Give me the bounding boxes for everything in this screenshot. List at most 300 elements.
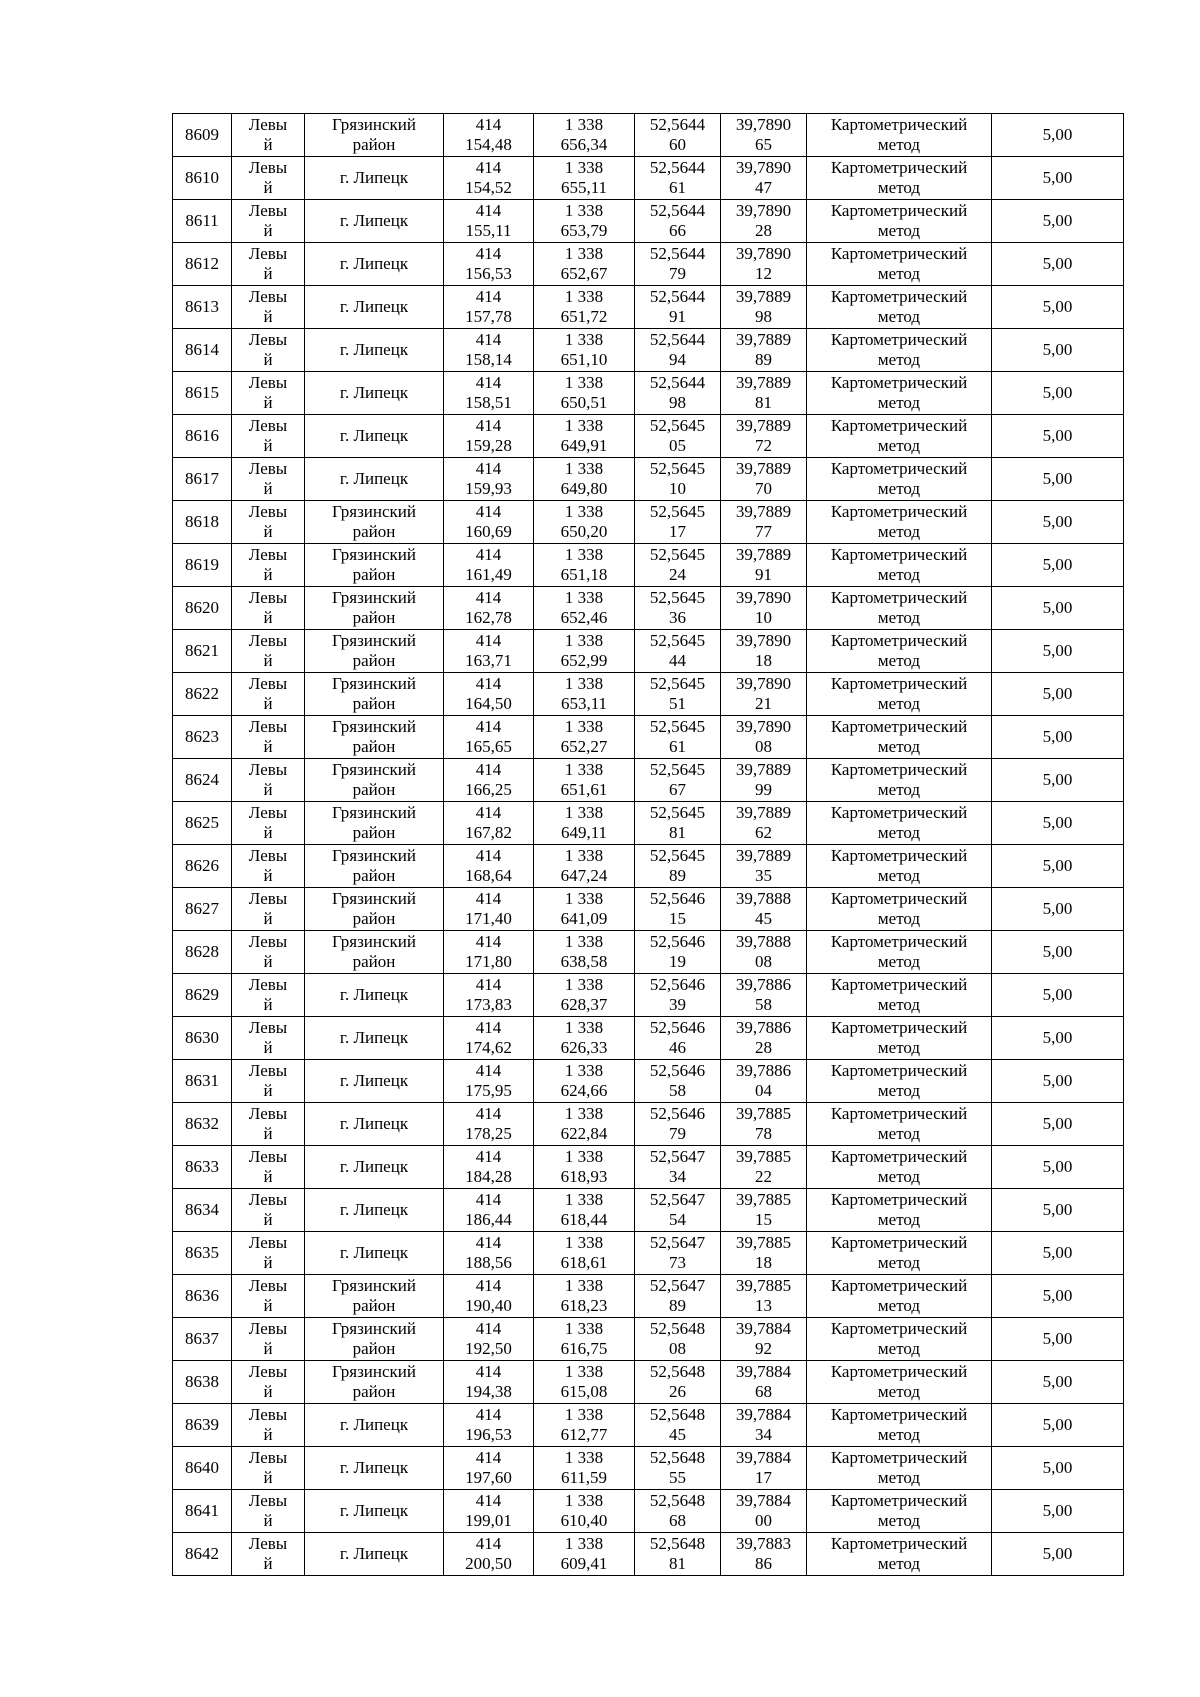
method-cell: Картометрический метод: [807, 1103, 992, 1146]
point-number-cell: 8621: [173, 630, 232, 673]
accuracy-cell: 5,00: [992, 1318, 1124, 1361]
side-cell: Левы й: [232, 630, 305, 673]
table-body: [173, 114, 1124, 1576]
method-cell: Картометрический метод: [807, 1447, 992, 1490]
x-coordinate-cell: 414 163,71: [444, 630, 534, 673]
table-row: [173, 544, 1124, 587]
latitude-cell: 52,5645 51: [635, 673, 721, 716]
x-coordinate-cell: 414 184,28: [444, 1146, 534, 1189]
table-row: [173, 630, 1124, 673]
longitude-cell: 39,7890 28: [721, 200, 807, 243]
territory-cell: Грязинский район: [305, 1318, 444, 1361]
table-row: [173, 1447, 1124, 1490]
latitude-cell: 52,5646 58: [635, 1060, 721, 1103]
longitude-cell: 39,7889 91: [721, 544, 807, 587]
point-number-cell: 8625: [173, 802, 232, 845]
point-number-cell: 8609: [173, 114, 232, 157]
x-coordinate-cell: 414 160,69: [444, 501, 534, 544]
territory-cell: Грязинский район: [305, 630, 444, 673]
longitude-cell: 39,7890 12: [721, 243, 807, 286]
x-coordinate-cell: 414 196,53: [444, 1404, 534, 1447]
x-coordinate-cell: 414 199,01: [444, 1490, 534, 1533]
y-coordinate-cell: 1 338 652,99: [534, 630, 635, 673]
side-cell: Левы й: [232, 544, 305, 587]
x-coordinate-cell: 414 188,56: [444, 1232, 534, 1275]
side-cell: Левы й: [232, 458, 305, 501]
side-cell: Левы й: [232, 1361, 305, 1404]
method-cell: Картометрический метод: [807, 1017, 992, 1060]
point-number-cell: 8611: [173, 200, 232, 243]
territory-cell: Грязинский район: [305, 501, 444, 544]
accuracy-cell: 5,00: [992, 157, 1124, 200]
accuracy-cell: 5,00: [992, 1232, 1124, 1275]
table-row: [173, 802, 1124, 845]
latitude-cell: 52,5646 15: [635, 888, 721, 931]
side-cell: Левы й: [232, 1146, 305, 1189]
longitude-cell: 39,7889 89: [721, 329, 807, 372]
side-cell: Левы й: [232, 1232, 305, 1275]
y-coordinate-cell: 1 338 618,44: [534, 1189, 635, 1232]
y-coordinate-cell: 1 338 612,77: [534, 1404, 635, 1447]
y-coordinate-cell: 1 338 618,61: [534, 1232, 635, 1275]
method-cell: Картометрический метод: [807, 458, 992, 501]
latitude-cell: 52,5648 55: [635, 1447, 721, 1490]
x-coordinate-cell: 414 194,38: [444, 1361, 534, 1404]
table-row: [173, 1490, 1124, 1533]
point-number-cell: 8617: [173, 458, 232, 501]
x-coordinate-cell: 414 162,78: [444, 587, 534, 630]
y-coordinate-cell: 1 338 638,58: [534, 931, 635, 974]
longitude-cell: 39,7888 08: [721, 931, 807, 974]
accuracy-cell: 5,00: [992, 1189, 1124, 1232]
point-number-cell: 8633: [173, 1146, 232, 1189]
table-row: [173, 1017, 1124, 1060]
point-number-cell: 8622: [173, 673, 232, 716]
latitude-cell: 52,5645 05: [635, 415, 721, 458]
y-coordinate-cell: 1 338 652,27: [534, 716, 635, 759]
longitude-cell: 39,7889 70: [721, 458, 807, 501]
x-coordinate-cell: 414 171,40: [444, 888, 534, 931]
accuracy-cell: 5,00: [992, 630, 1124, 673]
side-cell: Левы й: [232, 1533, 305, 1576]
latitude-cell: 52,5648 81: [635, 1533, 721, 1576]
side-cell: Левы й: [232, 845, 305, 888]
point-number-cell: 8619: [173, 544, 232, 587]
accuracy-cell: 5,00: [992, 458, 1124, 501]
y-coordinate-cell: 1 338 651,61: [534, 759, 635, 802]
x-coordinate-cell: 414 159,28: [444, 415, 534, 458]
latitude-cell: 52,5644 61: [635, 157, 721, 200]
territory-cell: г. Липецк: [305, 974, 444, 1017]
latitude-cell: 52,5645 10: [635, 458, 721, 501]
territory-cell: г. Липецк: [305, 415, 444, 458]
table-row: [173, 329, 1124, 372]
latitude-cell: 52,5647 34: [635, 1146, 721, 1189]
longitude-cell: 39,7890 08: [721, 716, 807, 759]
table-row: [173, 286, 1124, 329]
point-number-cell: 8630: [173, 1017, 232, 1060]
territory-cell: Грязинский район: [305, 1361, 444, 1404]
accuracy-cell: 5,00: [992, 888, 1124, 931]
y-coordinate-cell: 1 338 628,37: [534, 974, 635, 1017]
longitude-cell: 39,7889 99: [721, 759, 807, 802]
point-number-cell: 8636: [173, 1275, 232, 1318]
latitude-cell: 52,5645 81: [635, 802, 721, 845]
point-number-cell: 8627: [173, 888, 232, 931]
accuracy-cell: 5,00: [992, 802, 1124, 845]
x-coordinate-cell: 414 166,25: [444, 759, 534, 802]
side-cell: Левы й: [232, 1447, 305, 1490]
side-cell: Левы й: [232, 1318, 305, 1361]
territory-cell: г. Липецк: [305, 1404, 444, 1447]
territory-cell: г. Липецк: [305, 329, 444, 372]
longitude-cell: 39,7886 28: [721, 1017, 807, 1060]
table-row: [173, 1361, 1124, 1404]
side-cell: Левы й: [232, 802, 305, 845]
accuracy-cell: 5,00: [992, 286, 1124, 329]
territory-cell: г. Липецк: [305, 1060, 444, 1103]
x-coordinate-cell: 414 200,50: [444, 1533, 534, 1576]
territory-cell: г. Липецк: [305, 157, 444, 200]
x-coordinate-cell: 414 175,95: [444, 1060, 534, 1103]
point-number-cell: 8629: [173, 974, 232, 1017]
table-row: [173, 1189, 1124, 1232]
x-coordinate-cell: 414 178,25: [444, 1103, 534, 1146]
accuracy-cell: 5,00: [992, 1490, 1124, 1533]
y-coordinate-cell: 1 338 652,67: [534, 243, 635, 286]
method-cell: Картометрический метод: [807, 1490, 992, 1533]
territory-cell: Грязинский район: [305, 1275, 444, 1318]
territory-cell: г. Липецк: [305, 1146, 444, 1189]
y-coordinate-cell: 1 338 653,11: [534, 673, 635, 716]
accuracy-cell: 5,00: [992, 1533, 1124, 1576]
method-cell: Картометрический метод: [807, 1146, 992, 1189]
latitude-cell: 52,5646 19: [635, 931, 721, 974]
point-number-cell: 8623: [173, 716, 232, 759]
longitude-cell: 39,7890 65: [721, 114, 807, 157]
method-cell: Картометрический метод: [807, 587, 992, 630]
x-coordinate-cell: 414 154,52: [444, 157, 534, 200]
method-cell: Картометрический метод: [807, 630, 992, 673]
y-coordinate-cell: 1 338 611,59: [534, 1447, 635, 1490]
method-cell: Картометрический метод: [807, 1361, 992, 1404]
accuracy-cell: 5,00: [992, 372, 1124, 415]
side-cell: Левы й: [232, 1490, 305, 1533]
x-coordinate-cell: 414 171,80: [444, 931, 534, 974]
latitude-cell: 52,5646 79: [635, 1103, 721, 1146]
y-coordinate-cell: 1 338 609,41: [534, 1533, 635, 1576]
longitude-cell: 39,7884 68: [721, 1361, 807, 1404]
x-coordinate-cell: 414 158,51: [444, 372, 534, 415]
side-cell: Левы й: [232, 1404, 305, 1447]
x-coordinate-cell: 414 161,49: [444, 544, 534, 587]
x-coordinate-cell: 414 167,82: [444, 802, 534, 845]
accuracy-cell: 5,00: [992, 587, 1124, 630]
accuracy-cell: 5,00: [992, 845, 1124, 888]
method-cell: Картометрический метод: [807, 114, 992, 157]
y-coordinate-cell: 1 338 616,75: [534, 1318, 635, 1361]
table-row: [173, 716, 1124, 759]
territory-cell: г. Липецк: [305, 458, 444, 501]
table-row: [173, 1103, 1124, 1146]
latitude-cell: 52,5647 89: [635, 1275, 721, 1318]
point-number-cell: 8631: [173, 1060, 232, 1103]
method-cell: Картометрический метод: [807, 372, 992, 415]
y-coordinate-cell: 1 338 618,93: [534, 1146, 635, 1189]
territory-cell: г. Липецк: [305, 1447, 444, 1490]
method-cell: Картометрический метод: [807, 415, 992, 458]
y-coordinate-cell: 1 338 610,40: [534, 1490, 635, 1533]
side-cell: Левы й: [232, 1017, 305, 1060]
longitude-cell: 39,7883 86: [721, 1533, 807, 1576]
latitude-cell: 52,5645 67: [635, 759, 721, 802]
latitude-cell: 52,5647 73: [635, 1232, 721, 1275]
y-coordinate-cell: 1 338 624,66: [534, 1060, 635, 1103]
accuracy-cell: 5,00: [992, 415, 1124, 458]
point-number-cell: 8628: [173, 931, 232, 974]
table-row: [173, 673, 1124, 716]
x-coordinate-cell: 414 155,11: [444, 200, 534, 243]
territory-cell: г. Липецк: [305, 200, 444, 243]
y-coordinate-cell: 1 338 650,51: [534, 372, 635, 415]
table-row: [173, 759, 1124, 802]
longitude-cell: 39,7889 72: [721, 415, 807, 458]
longitude-cell: 39,7889 77: [721, 501, 807, 544]
longitude-cell: 39,7889 62: [721, 802, 807, 845]
point-number-cell: 8612: [173, 243, 232, 286]
x-coordinate-cell: 414 164,50: [444, 673, 534, 716]
table-row: [173, 1232, 1124, 1275]
longitude-cell: 39,7890 21: [721, 673, 807, 716]
side-cell: Левы й: [232, 157, 305, 200]
accuracy-cell: 5,00: [992, 759, 1124, 802]
point-number-cell: 8613: [173, 286, 232, 329]
side-cell: Левы й: [232, 1060, 305, 1103]
table-row: [173, 1060, 1124, 1103]
method-cell: Картометрический метод: [807, 802, 992, 845]
point-number-cell: 8641: [173, 1490, 232, 1533]
y-coordinate-cell: 1 338 626,33: [534, 1017, 635, 1060]
x-coordinate-cell: 414 158,14: [444, 329, 534, 372]
table-row: [173, 1533, 1124, 1576]
side-cell: Левы й: [232, 1189, 305, 1232]
x-coordinate-cell: 414 159,93: [444, 458, 534, 501]
longitude-cell: 39,7886 58: [721, 974, 807, 1017]
method-cell: Картометрический метод: [807, 716, 992, 759]
point-number-cell: 8620: [173, 587, 232, 630]
x-coordinate-cell: 414 192,50: [444, 1318, 534, 1361]
longitude-cell: 39,7889 35: [721, 845, 807, 888]
coordinates-table: [172, 113, 1124, 1576]
y-coordinate-cell: 1 338 647,24: [534, 845, 635, 888]
latitude-cell: 52,5645 61: [635, 716, 721, 759]
method-cell: Картометрический метод: [807, 544, 992, 587]
territory-cell: Грязинский район: [305, 802, 444, 845]
side-cell: Левы й: [232, 243, 305, 286]
longitude-cell: 39,7886 04: [721, 1060, 807, 1103]
latitude-cell: 52,5648 45: [635, 1404, 721, 1447]
point-number-cell: 8624: [173, 759, 232, 802]
accuracy-cell: 5,00: [992, 329, 1124, 372]
side-cell: Левы й: [232, 673, 305, 716]
method-cell: Картометрический метод: [807, 243, 992, 286]
side-cell: Левы й: [232, 114, 305, 157]
x-coordinate-cell: 414 174,62: [444, 1017, 534, 1060]
table-row: [173, 1404, 1124, 1447]
longitude-cell: 39,7885 13: [721, 1275, 807, 1318]
longitude-cell: 39,7890 18: [721, 630, 807, 673]
latitude-cell: 52,5646 39: [635, 974, 721, 1017]
point-number-cell: 8610: [173, 157, 232, 200]
longitude-cell: 39,7885 78: [721, 1103, 807, 1146]
latitude-cell: 52,5644 79: [635, 243, 721, 286]
method-cell: Картометрический метод: [807, 673, 992, 716]
accuracy-cell: 5,00: [992, 1404, 1124, 1447]
territory-cell: г. Липецк: [305, 1232, 444, 1275]
table-row: [173, 501, 1124, 544]
longitude-cell: 39,7885 15: [721, 1189, 807, 1232]
accuracy-cell: 5,00: [992, 716, 1124, 759]
territory-cell: Грязинский район: [305, 759, 444, 802]
table-row: [173, 1146, 1124, 1189]
accuracy-cell: 5,00: [992, 544, 1124, 587]
table-row: [173, 114, 1124, 157]
territory-cell: Грязинский район: [305, 673, 444, 716]
territory-cell: Грязинский район: [305, 931, 444, 974]
point-number-cell: 8618: [173, 501, 232, 544]
y-coordinate-cell: 1 338 652,46: [534, 587, 635, 630]
territory-cell: г. Липецк: [305, 243, 444, 286]
table-row: [173, 200, 1124, 243]
accuracy-cell: 5,00: [992, 1275, 1124, 1318]
side-cell: Левы й: [232, 415, 305, 458]
longitude-cell: 39,7885 18: [721, 1232, 807, 1275]
longitude-cell: 39,7890 10: [721, 587, 807, 630]
method-cell: Картометрический метод: [807, 1232, 992, 1275]
accuracy-cell: 5,00: [992, 243, 1124, 286]
side-cell: Левы й: [232, 931, 305, 974]
y-coordinate-cell: 1 338 651,10: [534, 329, 635, 372]
territory-cell: г. Липецк: [305, 1103, 444, 1146]
table-row: [173, 243, 1124, 286]
table-row: [173, 845, 1124, 888]
accuracy-cell: 5,00: [992, 200, 1124, 243]
method-cell: Картометрический метод: [807, 845, 992, 888]
latitude-cell: 52,5644 98: [635, 372, 721, 415]
accuracy-cell: 5,00: [992, 501, 1124, 544]
y-coordinate-cell: 1 338 618,23: [534, 1275, 635, 1318]
y-coordinate-cell: 1 338 653,79: [534, 200, 635, 243]
table-row: [173, 458, 1124, 501]
side-cell: Левы й: [232, 587, 305, 630]
table-row: [173, 931, 1124, 974]
x-coordinate-cell: 414 197,60: [444, 1447, 534, 1490]
territory-cell: г. Липецк: [305, 1533, 444, 1576]
method-cell: Картометрический метод: [807, 200, 992, 243]
territory-cell: г. Липецк: [305, 372, 444, 415]
longitude-cell: 39,7885 22: [721, 1146, 807, 1189]
point-number-cell: 8634: [173, 1189, 232, 1232]
accuracy-cell: 5,00: [992, 974, 1124, 1017]
side-cell: Левы й: [232, 286, 305, 329]
latitude-cell: 52,5647 54: [635, 1189, 721, 1232]
point-number-cell: 8632: [173, 1103, 232, 1146]
table-row: [173, 372, 1124, 415]
side-cell: Левы й: [232, 372, 305, 415]
table-row: [173, 157, 1124, 200]
side-cell: Левы й: [232, 974, 305, 1017]
longitude-cell: 39,7888 45: [721, 888, 807, 931]
territory-cell: г. Липецк: [305, 1189, 444, 1232]
point-number-cell: 8635: [173, 1232, 232, 1275]
side-cell: Левы й: [232, 759, 305, 802]
y-coordinate-cell: 1 338 656,34: [534, 114, 635, 157]
table-row: [173, 974, 1124, 1017]
method-cell: Картометрический метод: [807, 1060, 992, 1103]
side-cell: Левы й: [232, 200, 305, 243]
method-cell: Картометрический метод: [807, 157, 992, 200]
method-cell: Картометрический метод: [807, 1318, 992, 1361]
latitude-cell: 52,5644 60: [635, 114, 721, 157]
x-coordinate-cell: 414 186,44: [444, 1189, 534, 1232]
x-coordinate-cell: 414 156,53: [444, 243, 534, 286]
x-coordinate-cell: 414 173,83: [444, 974, 534, 1017]
table-row: [173, 1318, 1124, 1361]
latitude-cell: 52,5648 08: [635, 1318, 721, 1361]
territory-cell: Грязинский район: [305, 716, 444, 759]
side-cell: Левы й: [232, 716, 305, 759]
method-cell: Картометрический метод: [807, 1533, 992, 1576]
latitude-cell: 52,5645 17: [635, 501, 721, 544]
point-number-cell: 8638: [173, 1361, 232, 1404]
longitude-cell: 39,7884 92: [721, 1318, 807, 1361]
territory-cell: Грязинский район: [305, 888, 444, 931]
latitude-cell: 52,5645 36: [635, 587, 721, 630]
territory-cell: Грязинский район: [305, 845, 444, 888]
method-cell: Картометрический метод: [807, 501, 992, 544]
accuracy-cell: 5,00: [992, 931, 1124, 974]
y-coordinate-cell: 1 338 615,08: [534, 1361, 635, 1404]
territory-cell: г. Липецк: [305, 1490, 444, 1533]
accuracy-cell: 5,00: [992, 1103, 1124, 1146]
method-cell: Картометрический метод: [807, 1189, 992, 1232]
y-coordinate-cell: 1 338 649,11: [534, 802, 635, 845]
side-cell: Левы й: [232, 1103, 305, 1146]
side-cell: Левы й: [232, 888, 305, 931]
longitude-cell: 39,7884 34: [721, 1404, 807, 1447]
latitude-cell: 52,5644 91: [635, 286, 721, 329]
point-number-cell: 8615: [173, 372, 232, 415]
y-coordinate-cell: 1 338 650,20: [534, 501, 635, 544]
accuracy-cell: 5,00: [992, 1146, 1124, 1189]
longitude-cell: 39,7889 98: [721, 286, 807, 329]
side-cell: Левы й: [232, 1275, 305, 1318]
point-number-cell: 8639: [173, 1404, 232, 1447]
longitude-cell: 39,7890 47: [721, 157, 807, 200]
accuracy-cell: 5,00: [992, 1361, 1124, 1404]
x-coordinate-cell: 414 190,40: [444, 1275, 534, 1318]
x-coordinate-cell: 414 165,65: [444, 716, 534, 759]
point-number-cell: 8642: [173, 1533, 232, 1576]
latitude-cell: 52,5645 44: [635, 630, 721, 673]
method-cell: Картометрический метод: [807, 888, 992, 931]
table-row: [173, 587, 1124, 630]
territory-cell: г. Липецк: [305, 286, 444, 329]
latitude-cell: 52,5645 89: [635, 845, 721, 888]
y-coordinate-cell: 1 338 655,11: [534, 157, 635, 200]
point-number-cell: 8637: [173, 1318, 232, 1361]
latitude-cell: 52,5644 94: [635, 329, 721, 372]
